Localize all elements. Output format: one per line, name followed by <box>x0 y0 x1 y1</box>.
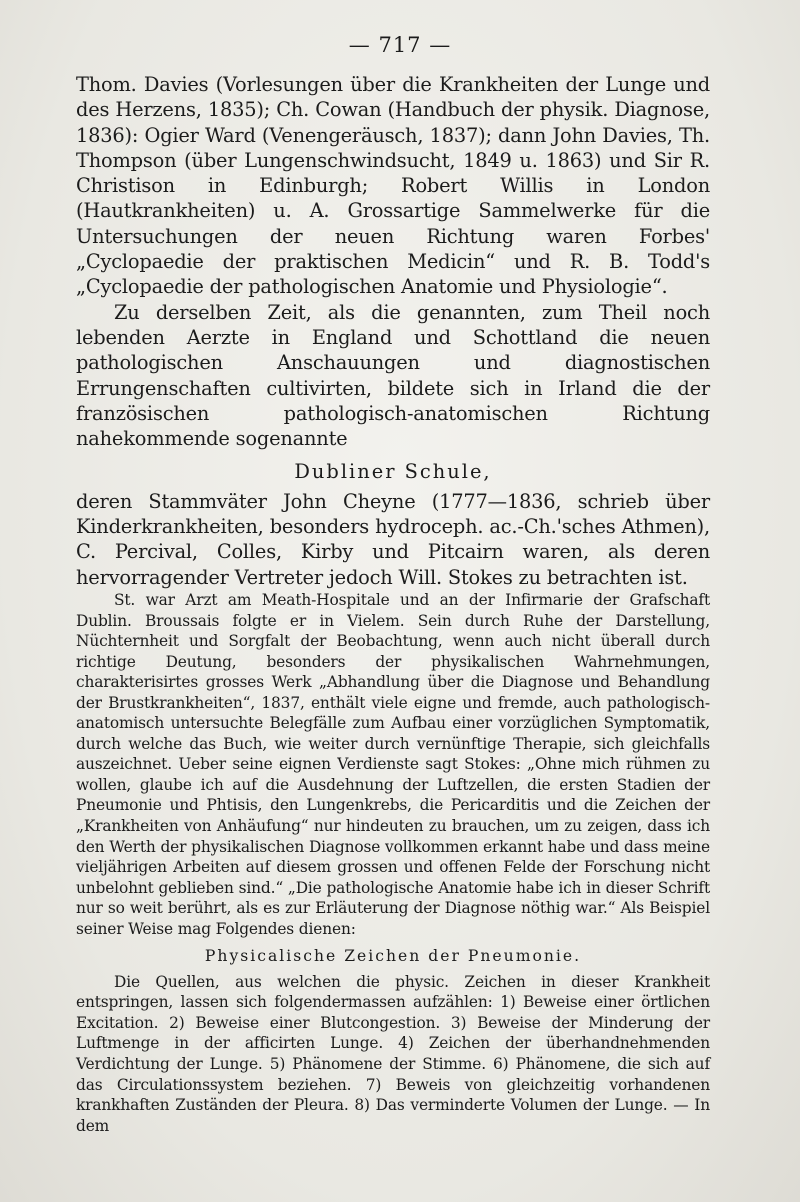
paragraph-sources: Thom. Davies (Vorlesungen über die Krankheiten der Lunge und des Herzens, 1835); Ch. Cowan (Handbuch der physik. Diagnose, 1836): Ogier Ward (Venengeräusch, 1837); dann John Davies, Th. Thompson (über Lungenschwindsucht, 1849 u. 1863) und Sir R. Christison in Edinburgh; Robert Willis in London (Hautkrankheiten) u. A. Grossartige Sammelwerke für die Untersuchungen der neuen Richtung waren Forbes' „Cyclopaedie der praktischen Medicin“ und R. B. Todd's „Cyclopaedie der pathologischen Anatomie und Physiologie“. <box>76 73 710 299</box>
note-stokes: St. war Arzt am Meath-Hospitale und an der Infirmarie der Grafschaft Dublin. Broussais folgte er in Vielem. Sein durch Ruhe der Darstellung, Nüchternheit und Sorgfalt der Beobachtung, wenn auch nicht überall durch richtige Deutung, besonders der physikalischen Wahrnehmungen, charakterisirtes grosses Werk „Abhandlung über die Diagnose und Behandlung der Brustkrankheiten“, 1837, enthält viele eigne und fremde, auch pathologisch-anatomisch untersuchte Belegfälle zum Aufbau einer vorzüglichen Symptomatik, durch welche das Buch, wie weiter durch vernünftige Therapie, sich gleichfalls auszeichnet. Ueber seine eignen Verdienste sagt Stokes: „Ohne mich rühmen zu wollen, glaube ich auf die Ausdehnung der Luftzellen, die ersten Stadien der Pneumonie und Phtisis, den Lungenkrebs, die Pericarditis und die Zeichen der „Krankheiten von Anhäufung“ nur hindeuten zu brauchen, um zu zeigen, dass ich den Werth der physikalischen Diagnose vollkommen erkannt habe und dass meine vieljährigen Arbeiten auf diesem grossen und offenen Felde der Forschung nicht unbelohnt geblieben sind.“ „Die pathologische Anatomie habe ich in dieser Schrift nur so weit berührt, als es zur Erläuterung der Diagnose nöthig war.“ Als Beispiel seiner Weise mag Folgendes dienen: <box>76 591 710 938</box>
paragraph-ireland: Zu derselben Zeit, als die genannten, zum Theil noch lebenden Aerzte in England und Schottland die neuen pathologischen Anschauungen und diagnostischen Errungenschaften cultivirten, bildete sich in Irland die der französischen pathologisch-anatomischen Richtung nahekommende sogenannte <box>76 300 710 451</box>
paragraph-founders: deren Stammväter John Cheyne (1777—1836, schrieb über Kinderkrankheiten, besonders hydroceph. ac.-Ch.'sches Athmen), C. Percival, Colles, Kirby und Pitcairn waren, als deren hervorragender Vertreter jedoch Will. Stokes zu betrachten ist. <box>76 489 710 589</box>
heading-dubliner-schule: Dubliner Schule, <box>294 460 492 484</box>
heading-pneumonie: Physicalische Zeichen der Pneumonie. <box>204 947 582 966</box>
page-number: — 717 — <box>348 33 452 57</box>
footnote-text <box>76 590 710 1136</box>
main-text <box>76 72 710 590</box>
note-quellen: Die Quellen, aus welchen die physic. Zeichen in dieser Krankheit entspringen, lassen sich folgendermassen aufzählen: 1) Beweise einer örtlichen Excitation. 2) Beweise einer Blutcongestion. 3) Beweise der Minderung der Luftmenge in der afficirten Lunge. 4) Zeichen der überhandnehmenden Verdichtung der Lunge. 5) Phänomene der Stimme. 6) Phänomene, die sich auf das Circulationssystem beziehen. 7) Beweis von gleichzeitig vorhandenen krankhaften Zuständen der Pleura. 8) Das verminderte Volumen der Lunge. — In dem <box>76 972 710 1135</box>
